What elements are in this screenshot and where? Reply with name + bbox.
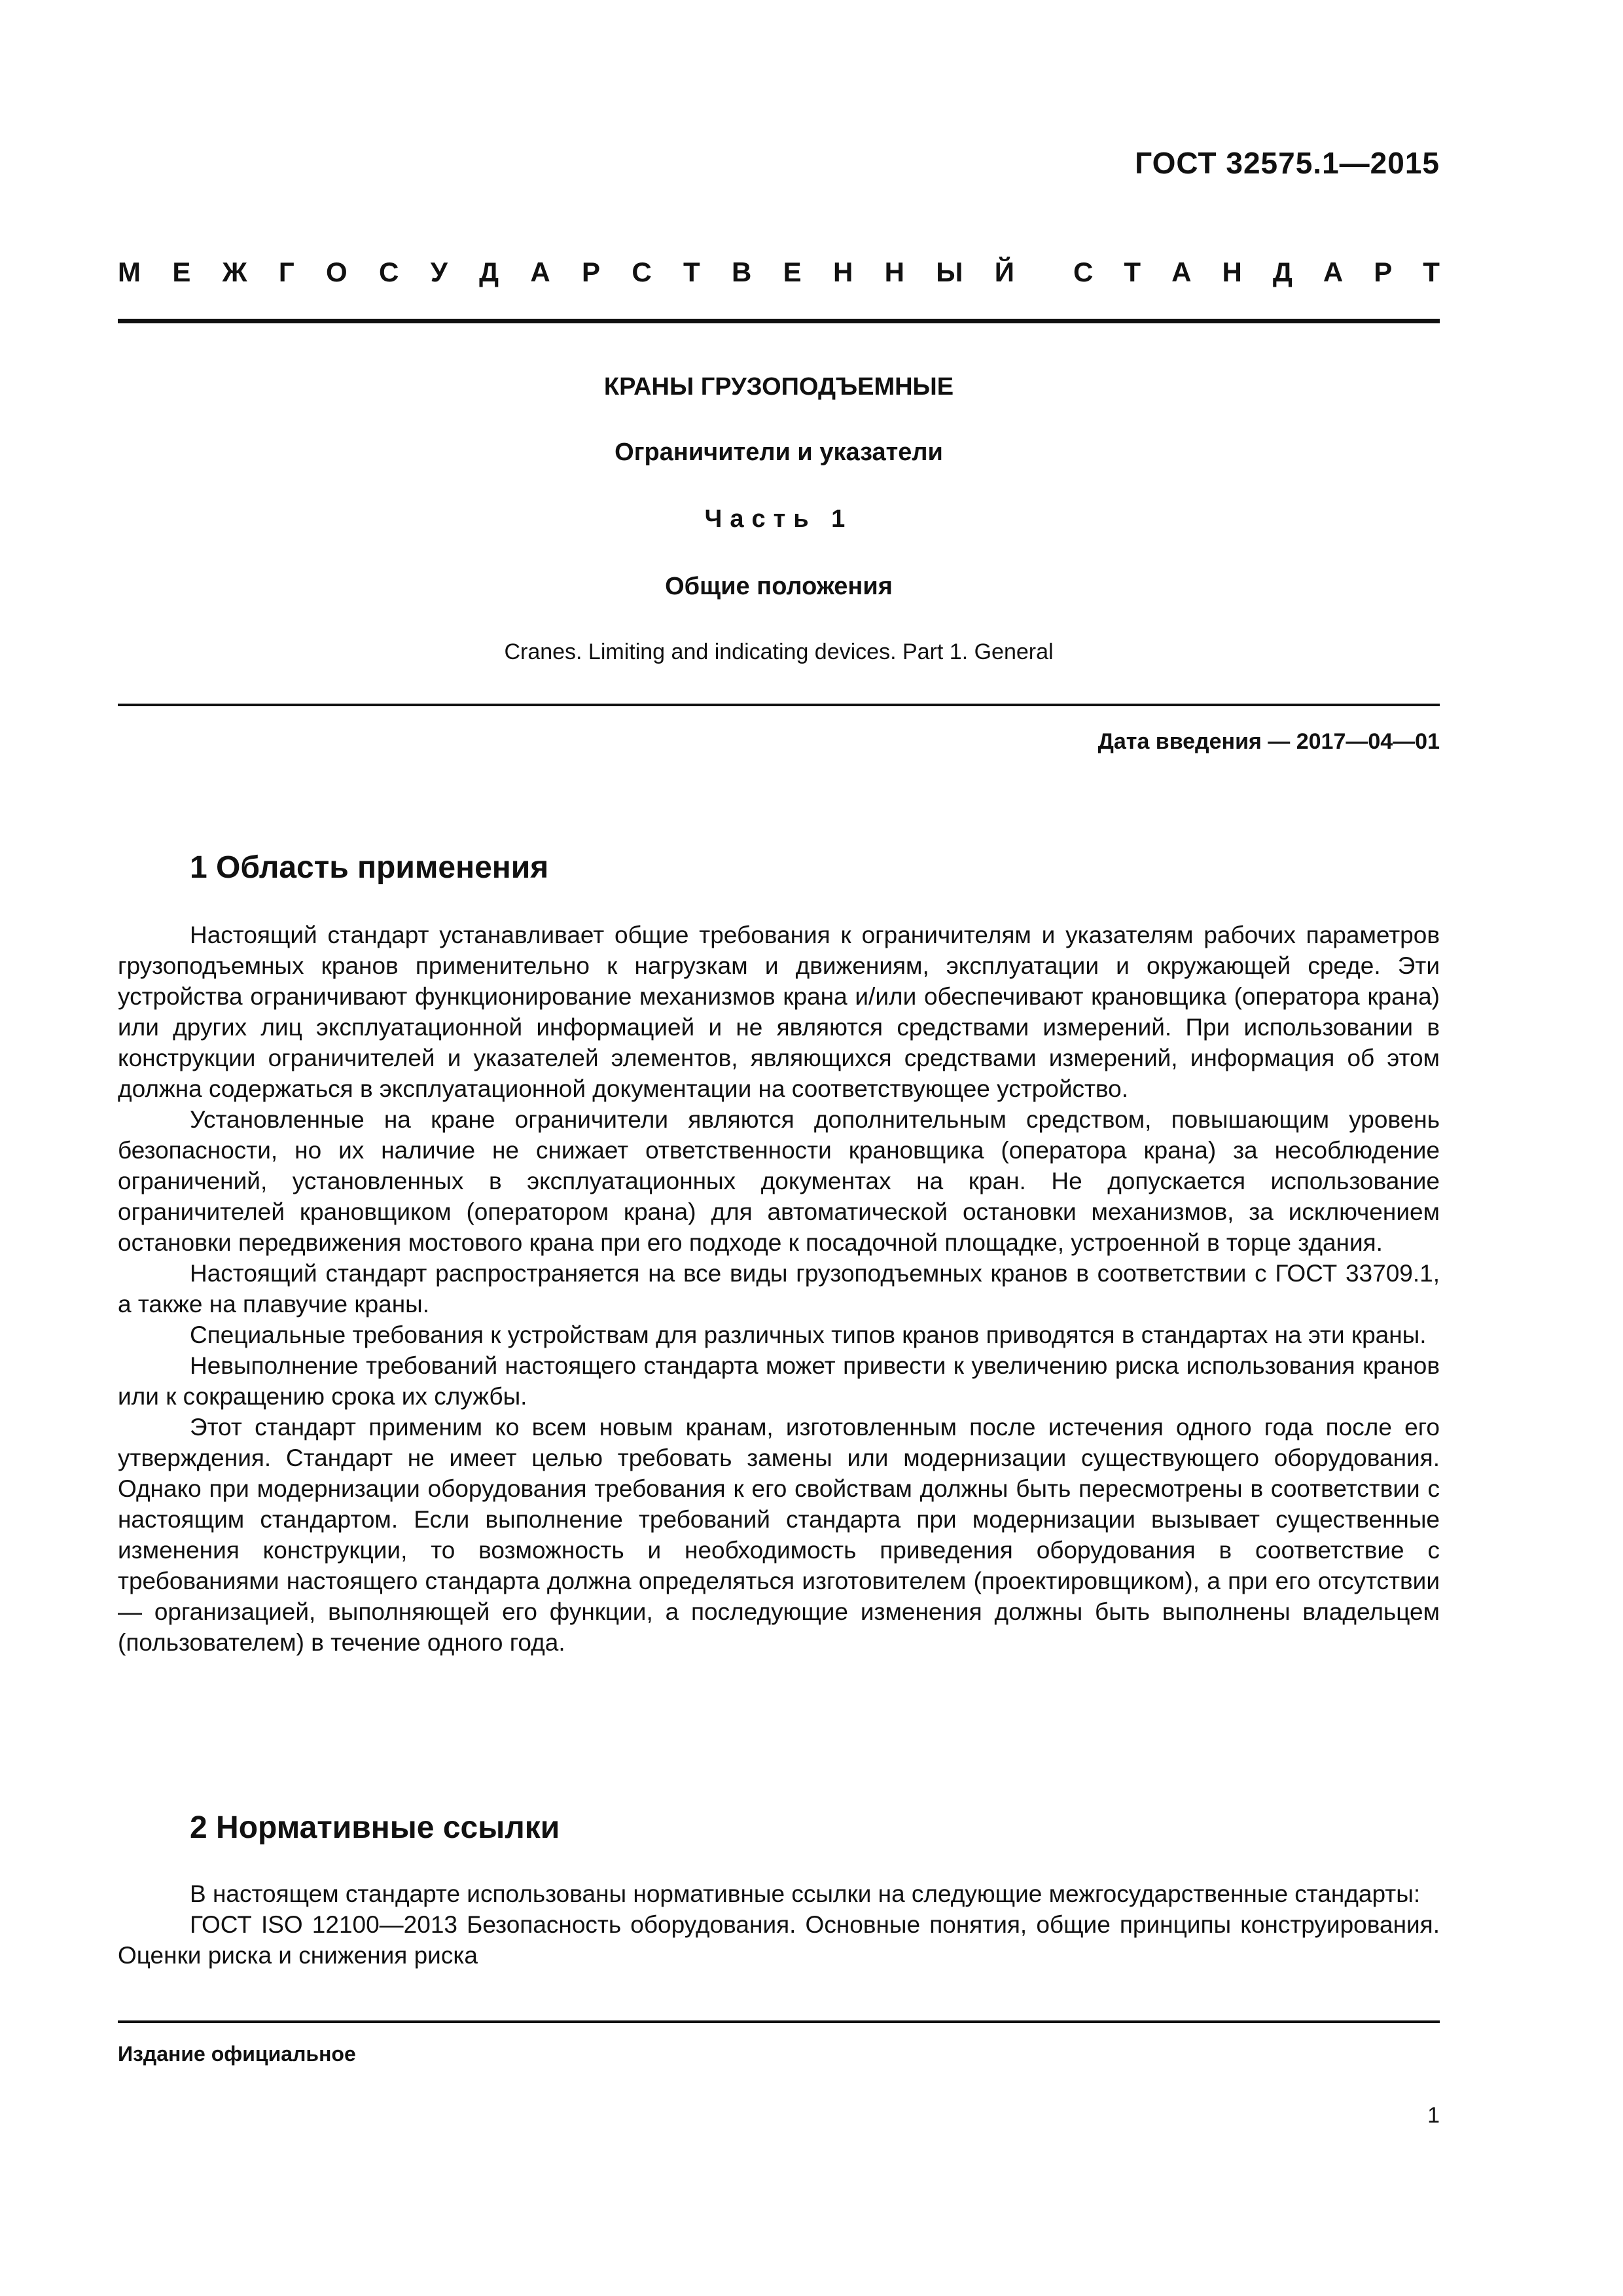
document-title: КРАНЫ ГРУЗОПОДЪЕМНЫЕ bbox=[603, 373, 954, 401]
page-number: 1 bbox=[1427, 2103, 1440, 2128]
standard-type-banner bbox=[118, 257, 1440, 288]
document-page bbox=[118, 0, 1440, 2296]
header-divider bbox=[118, 319, 1440, 323]
paragraph: Установленные на кране ограничители являются дополнительным средством, повышающим уровень безопасности, но их наличие не снижает ответственности крановщика (оператора крана) за несоблюдение ограничений, установленных в эксплуатационных документах на кран. Не допускается использование ограничителей крановщиком (оператором крана) для автоматической остановки механизмов, за исключением остановки передвижения мостового крана при его подходе к посадочной площадке, устроенной в торце здания. bbox=[118, 1106, 1440, 1256]
standard-type-word-1: М Е Ж Г О С У Д А Р С Т В Е Н Н Ы Й bbox=[118, 257, 1014, 287]
document-english-title: Cranes. Limiting and indicating devices. Part 1. General bbox=[504, 639, 1054, 664]
introduction-date: Дата введения — 2017—04—01 bbox=[1097, 729, 1440, 754]
document-code: ГОСТ 32575.1—2015 bbox=[1135, 146, 1440, 180]
document-subtitle: Ограничители и указатели bbox=[615, 439, 943, 466]
edition-label: Издание официальное bbox=[118, 2042, 356, 2066]
footer-divider bbox=[118, 2020, 1440, 2023]
paragraph: Этот стандарт применим ко всем новым кранам, изготовленным после истечения одного года после его утверждения. Стандарт не имеет целью требовать замены или модернизации существующего оборудования. Однако при модернизации оборудования требования к его свойствам должны быть пересмотрены в соответствии с настоящим стандартом. Если выполнение требований стандарта при модернизации вызывает существенные изменения конструкции, то возможность и необходимость приведения оборудования в соответствие с требованиями настоящего стандарта должна определяться изготовителем (проектировщиком), а при его отсутствии — организацией, выполняющей его функции, а последующие изменения должны быть выполнены владельцем (пользователем) в течение одного года. bbox=[118, 1414, 1440, 1656]
document-part: Часть 1 bbox=[704, 505, 853, 533]
section-body-scope bbox=[118, 920, 1440, 1658]
title-divider bbox=[118, 704, 1440, 706]
paragraph: ГОСТ ISO 12100—2013 Безопасность оборудования. Основные понятия, общие принципы конструирования. Оценки риска и снижения риска bbox=[118, 1911, 1440, 1969]
document-part-title: Общие положения bbox=[665, 573, 893, 600]
standard-type-word-2: С Т А Н Д А Р Т bbox=[1073, 257, 1440, 287]
paragraph: Специальные требования к устройствам для различных типов кранов приводятся в стандартах на эти краны. bbox=[190, 1321, 1427, 1348]
paragraph: Настоящий стандарт устанавливает общие требования к ограничителям и указателям рабочих параметров грузоподъемных кранов применительно к нагрузкам и движениям, эксплуатации и окружающей среде. Эти устройства ограничивают функционирование механизмов крана и/или обеспечивают крановщика (оператора крана) или других лиц эксплуатационной информацией и не являются средствами измерений. При использовании в конструкции ограничителей и указателей элементов, являющихся средствами измерений, информация об этом должна содержаться в эксплуатационной документации на соответствующее устройство. bbox=[118, 922, 1440, 1102]
section-heading-references: 2 Нормативные ссылки bbox=[190, 1810, 560, 1845]
paragraph: Настоящий стандарт распространяется на все виды грузоподъемных кранов в соответствии с ГОСТ 33709.1, а также на плавучие краны. bbox=[118, 1260, 1440, 1318]
section-heading-scope: 1 Область применения bbox=[190, 850, 549, 885]
paragraph: В настоящем стандарте использованы нормативные ссылки на следующие межгосударственные стандарты: bbox=[190, 1880, 1421, 1907]
paragraph: Невыполнение требований настоящего стандарта может привести к увеличению риска использования кранов или к сокращению срока их службы. bbox=[118, 1352, 1440, 1410]
section-body-references bbox=[118, 1878, 1440, 1971]
